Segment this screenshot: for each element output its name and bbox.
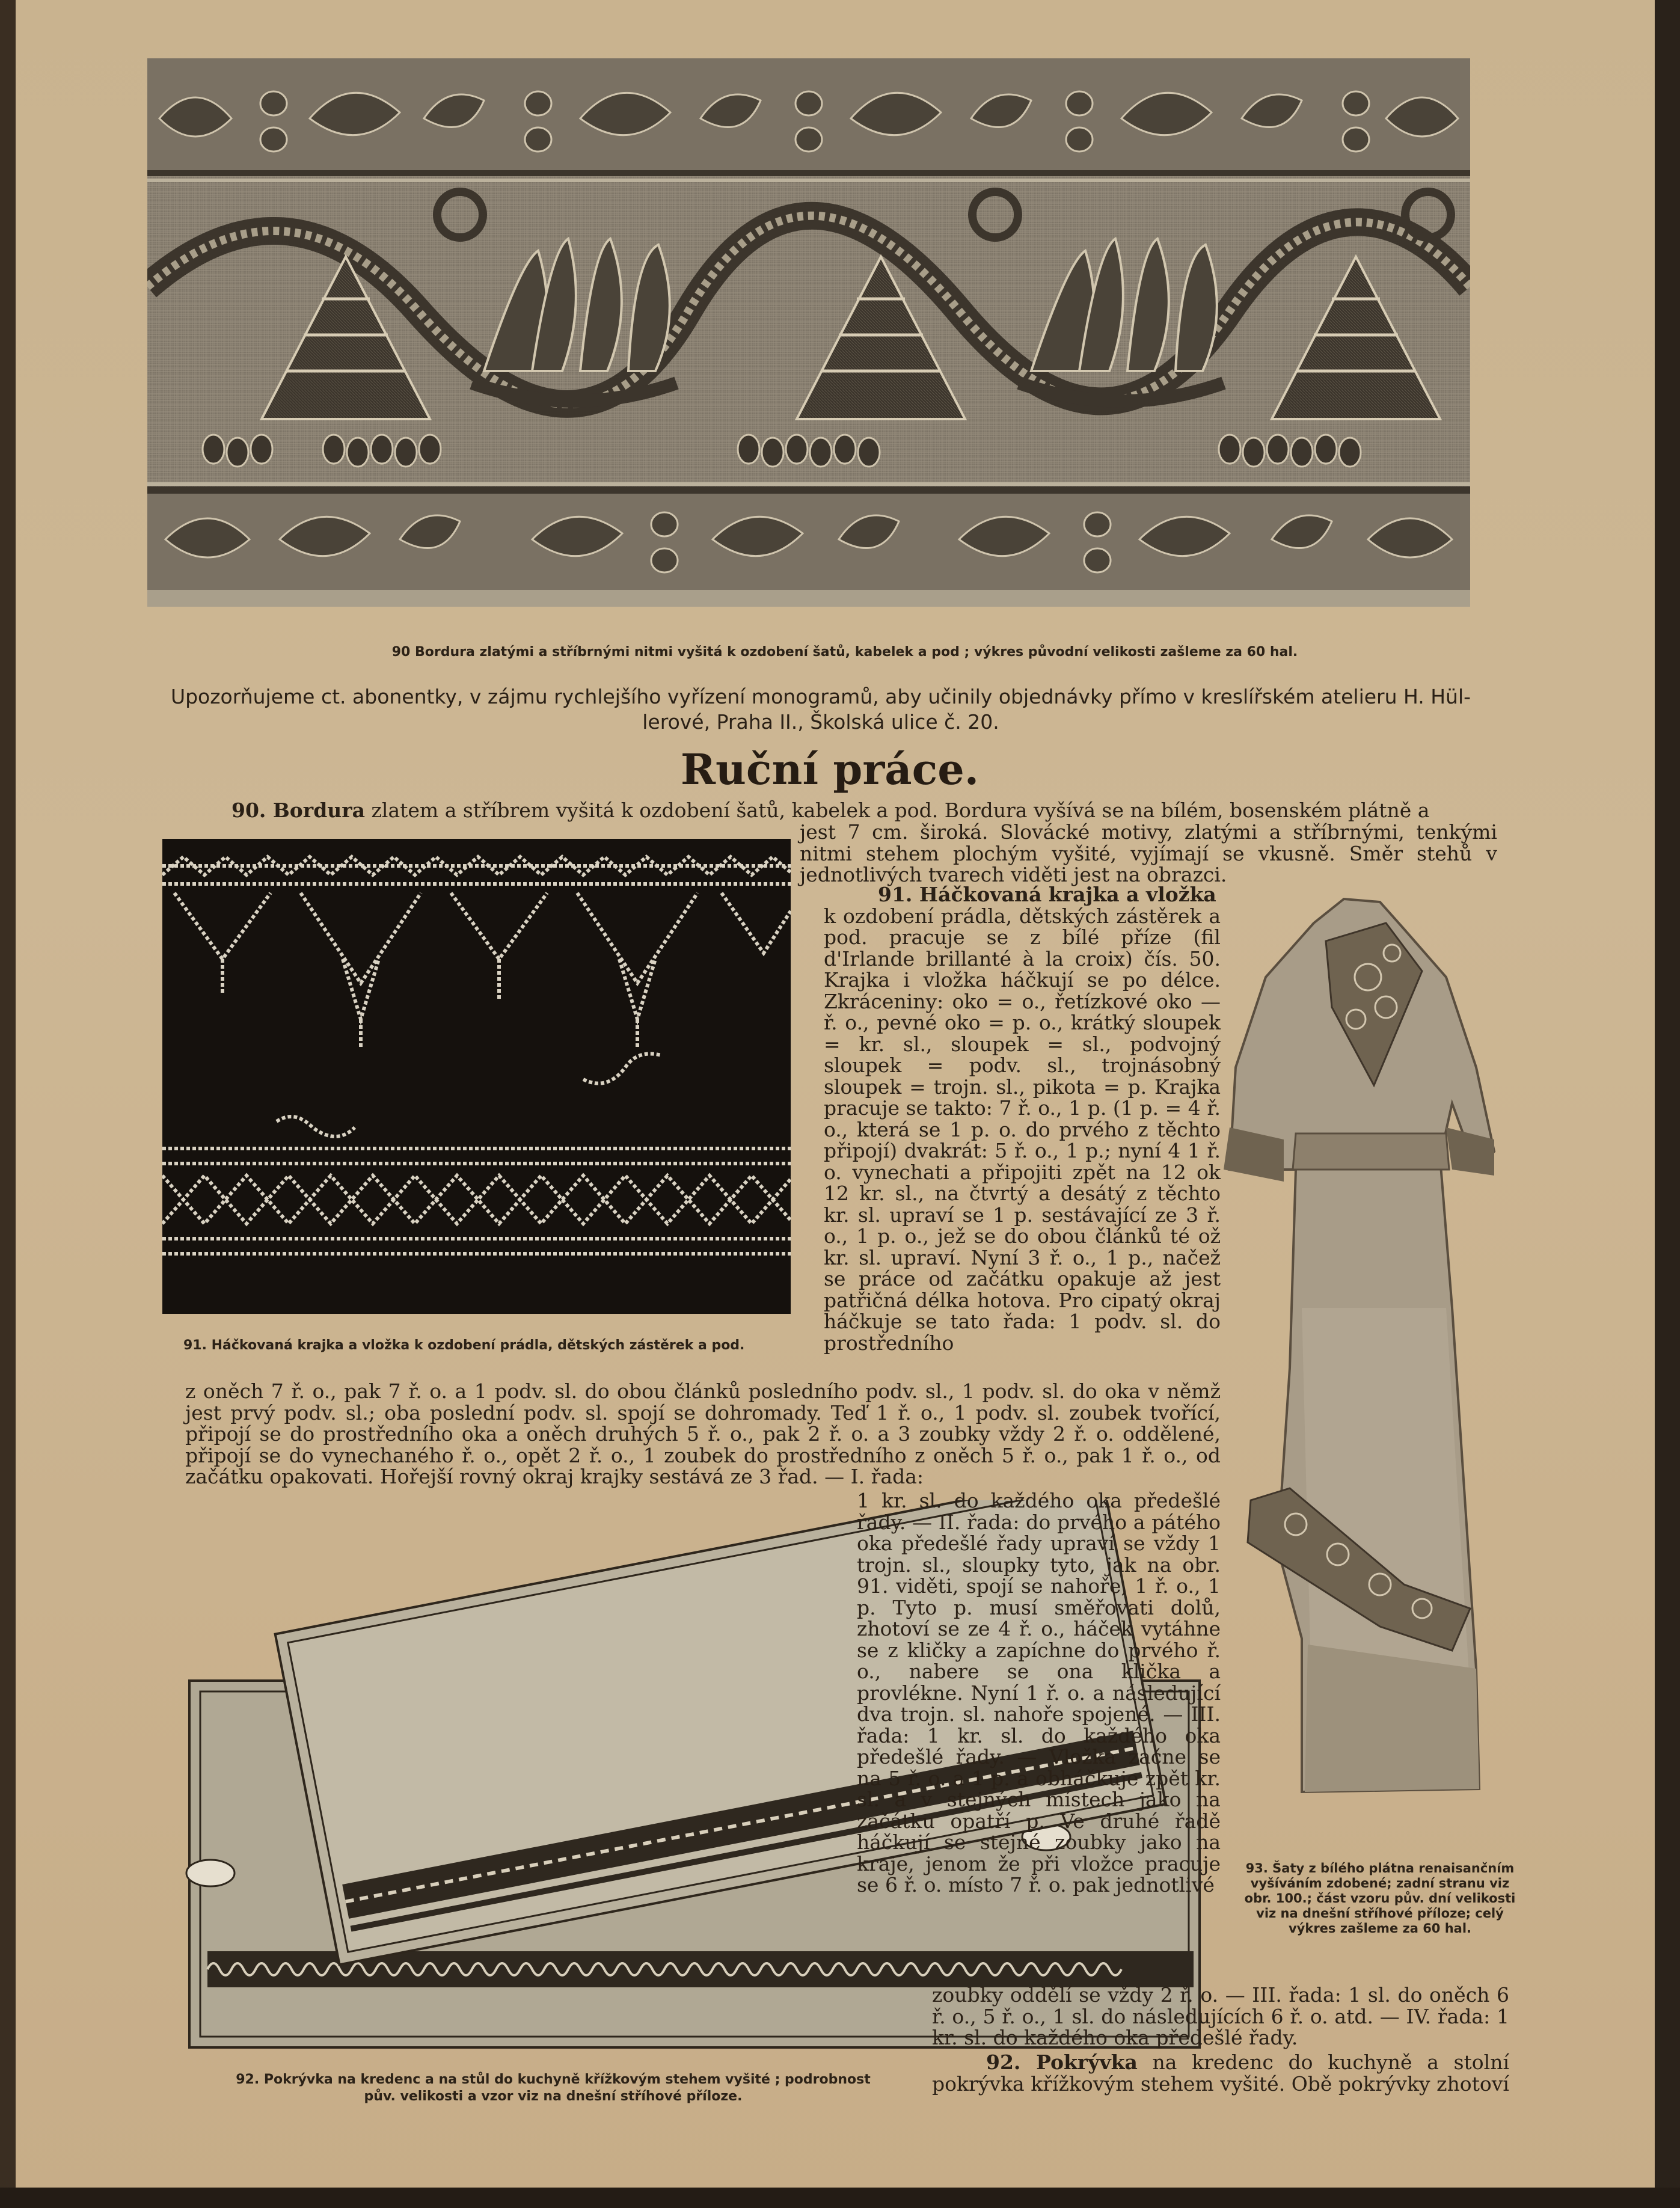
para-91-text-b: z oněch 7 ř. o., pak 7 ř. o. a 1 podv. sl. do obou článků posledního podv. sl., 1 podv. sl. do oka v němž jest prvý podv. sl.; oba poslední podv. sl. spojí se dohromady. Teď 1 ř. o., 1 podv. sl. zoubek tvořící, připojí se do prostředního oka a oněch druhých 5 ř. o., pak 2 ř. o. a 3 zoubky vždy 2 ř. o. oddělené, připojí se do vynechaného ř. o., opět 2 ř. o., 1 zoubek do prostředního z oněch 5 ř. o., pak 1 ř. o., od začátku opakovati. Hořejší rovný okraj krajky sestává ze 3 řad. — I. řada:	[185, 1379, 1221, 1488]
fig92-caption	[186, 2072, 920, 2105]
fig93-caption: 93. Šaty z bílého plátna renaisančním vyšíváním zdobené; zadní stranu viz obr. 100.; část vzoru pův. dní velikosti viz na dnešní stříhové příloze; celý výkres zašleme za 60 hal.	[1244, 1861, 1516, 1936]
fig91-crochet-lace-image	[162, 839, 791, 1314]
para-92-heading: 92. Pokrývka	[986, 2050, 1138, 2074]
para-90-text-b: jest 7 cm. široká. Slovácké motivy, zlatými a stříbrnými, tenkými nitmi stehem plochým vyšité, vyjímají se vkusně. Směr stehů v jednotlivých tvarech viděti jest na obrazci.	[800, 820, 1497, 886]
para-91-heading: 91. Háčkovaná krajka a vložka	[878, 883, 1216, 906]
para-91-text-a-body: k ozdobení prádla, dětských zástěrek a pod. pracuje se z bílé příze (fil d'Irlande brillanté à la croix) čís. 50. Krajka i vložka háčkují se po délce. Zkráceniny: oko = o., řetízkové oko — ř. o., pevné oko = p. o., krátký sloupek = kr. sl., sloupek = sl., podvojný sloupek = podv. sl., trojnásobný sloupek = trojn. sl., pikota = p. Krajka pracuje se takto: 7 ř. o., 1 p. (1 p. = 4 ř. o., která se 1 p. o. do prvého z těchto připojí) dvakrát: 5 ř. o., 1 p.; nyní 4 1 ř. o. vynechati a připojiti zpět na 12 ok 12 kr. sl., na čtvrtý a desátý z těchto kr. sl. upraví se 1 p. sestávající ze 3 ř. o., 1 p. o., jež se do obou článků té ož kr. sl. upraví. Nyní 3 ř. o., 1 p., načež se práce od začátku opakuje až jest patřičná délka hotova. Pro cipatý okraj háčkuje se tato řada: 1 podv. sl. do prostředního	[824, 904, 1221, 1355]
para-92-text-a: na kredenc do kuchyně a stolní pokrývka křížkovým stehem vyšité. Obě pokrývky zhotoví	[932, 2050, 1510, 2096]
fig92-caption-line-2: pův. velikosti a vzor viz na dnešní stříhové příloze.	[364, 2089, 743, 2104]
fig93-dress-image	[1194, 887, 1521, 1813]
notice-paragraph	[165, 684, 1476, 735]
page-edge-bottom	[0, 2188, 1680, 2208]
para-91-text-d: zoubky oddělí se vždy 2 ř. o. — III. řada: 1 sl. do oněch 6 ř. o., 5 ř. o., 1 sl. do následujících 6 ř. o. atd. — IV. řada: 1 kr. sl. do každého oka předešlé řady.	[932, 1983, 1509, 2049]
para-90-text-a: zlatem a stříbrem vyšitá k ozdobení šatů, kabelek a pod. Bordura vyšívá se na bílém, bosenském plátně a	[365, 799, 1430, 822]
notice-line-1: Upozorňujeme ct. abonentky, v zájmu rychlejšího vyřízení monogramů, aby učinily objednávky přímo v kreslířském atelieru H. Hül-	[170, 685, 1471, 708]
para-90-line-1	[231, 800, 1500, 821]
para-92	[932, 2052, 1509, 2094]
page-edge-right	[1655, 0, 1680, 2208]
section-title: Ruční práce.	[680, 744, 979, 794]
para-90-heading: 90. Bordura	[231, 799, 366, 822]
fig91-caption: 91. Háčkovaná krajka a vložka k ozdobení prádla, dětských zástěrek a pod.	[183, 1338, 745, 1353]
fig90-caption: 90 Bordura zlatými a stříbrnými nitmi vyšitá k ozdobení šatů, kabelek a pod ; výkres původní velikosti zašleme za 60 hal.	[391, 645, 1298, 660]
fig90-embroidery-border-image	[147, 58, 1470, 607]
fig92-caption-line-1: 92. Pokrývka na kredenc a na stůl do kuchyně křížkovým stehem vyšité ; podrobnost	[236, 2072, 871, 2087]
para-91-text-c: 1 kr. sl. do každého oka předešlé řady. — II. řada: do prvého a pátého oka předešlé řady upraví se vždy 1 trojn. sl., sloupky tyto, jak na obr. 91. viděti, spojí se nahoře, 1 ř. o., 1 p. Tyto p. musí směřovati dolů, zhotoví se ze 4 ř. o., háček vytáhne se z kličky a zapíchne do prvého ř. o., nabere se ona klička a provlékne. Nyní 1 ř. o. a následující dva trojn. sl. nahoře spojené. — III. řada: 1 kr. sl. do každého oka předešlé řady. — Vložka začne se na 5 ř. o. a 1 p. a obháčkuje zpět kr. sl. a v stejných místech jako na začátku opatří p. Ve druhé řadě háčkují se stejné zoubky jako na kraje, jenom že při vložce pracuje se 6 ř. o. místo 7 ř. o. pak jednotlivé	[857, 1489, 1221, 1897]
page-edge-left	[0, 0, 16, 2208]
notice-line-2: lerové, Praha II., Školská ulice č. 20.	[642, 710, 999, 734]
para-91-text-a	[824, 884, 1221, 1354]
